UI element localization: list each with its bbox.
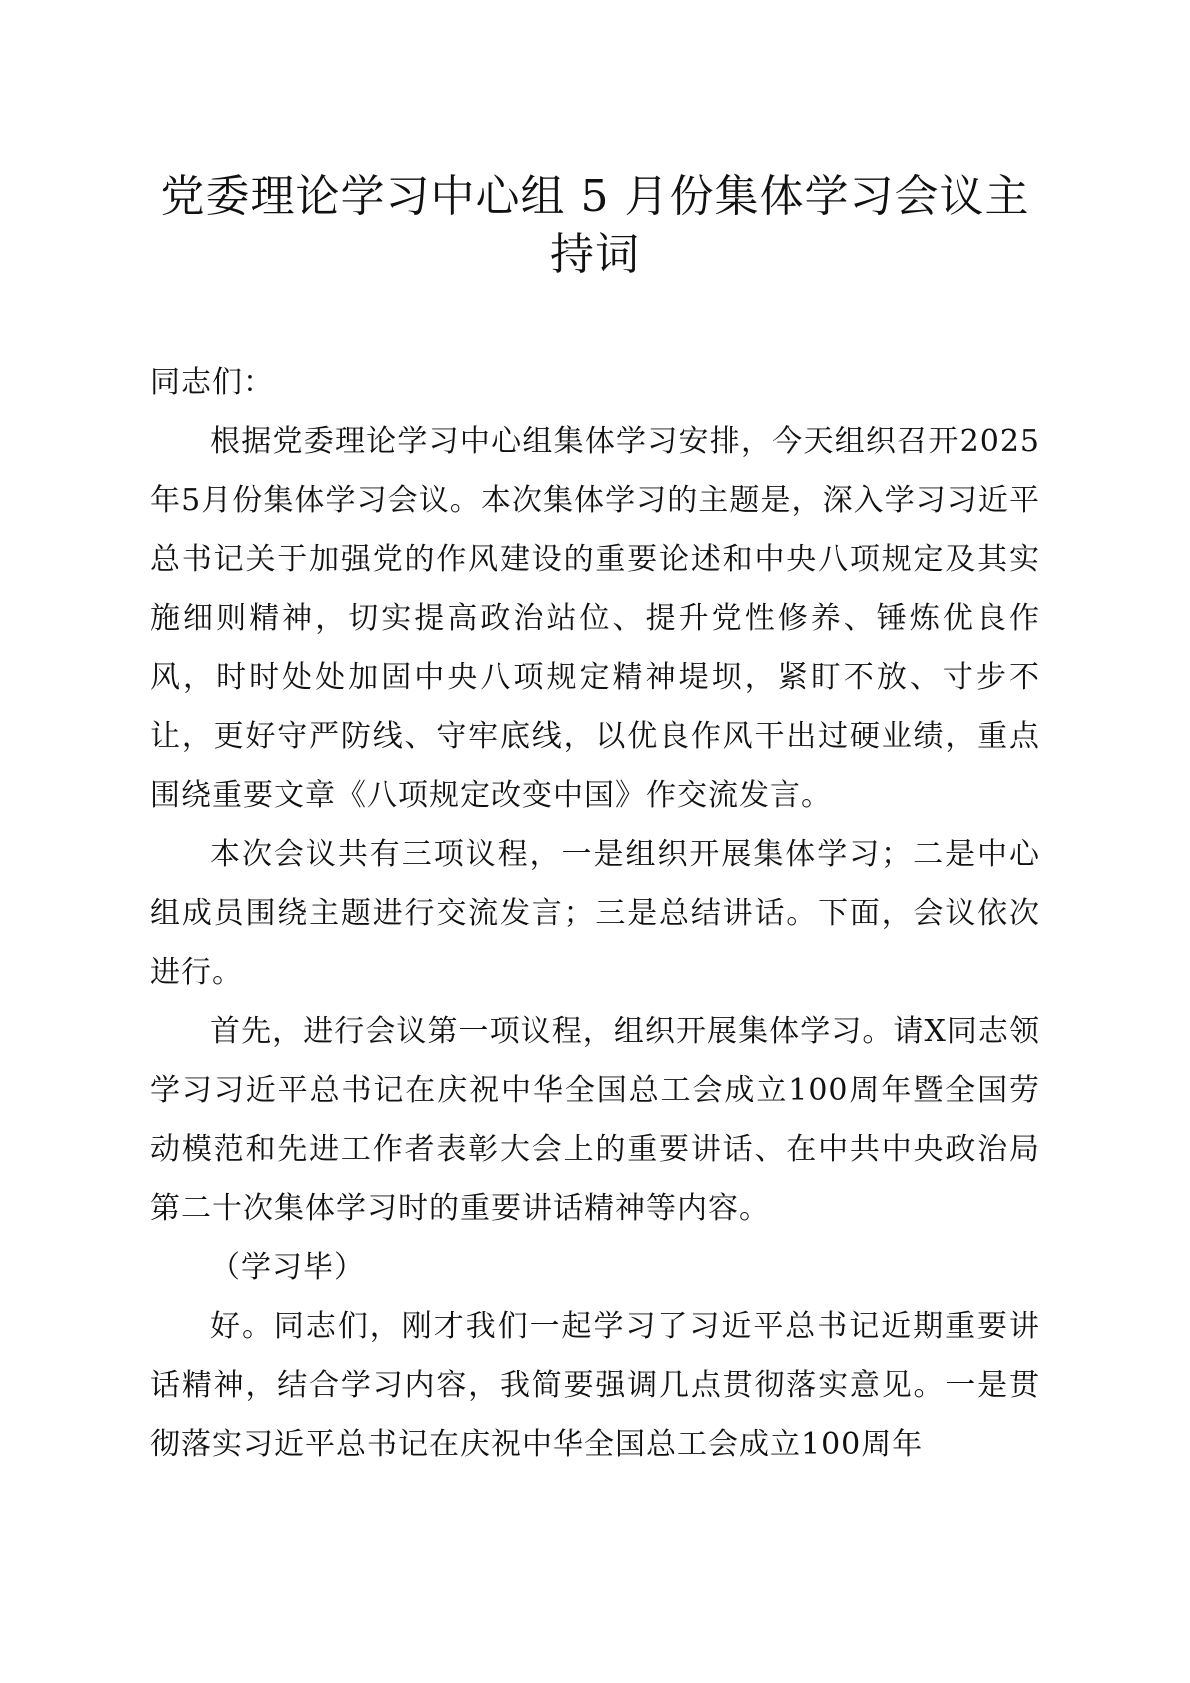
paragraph-closing: 好。同志们，刚才我们一起学习了习近平总书记近期重要讲话精神，结合学习内容，我简要强调几点贯彻落实意见。一是贯彻落实习近平总书记在庆祝中华全国总工会成立100周年 bbox=[150, 1309, 1040, 1462]
paragraph-first-item: 首先，进行会议第一项议程，组织开展集体学习。请X同志领学习习近平总书记在庆祝中华全国总工会成立100周年暨全国劳动模范和先进工作者表彰大会上的重要讲话、在中共中央政治局第二十次集体学习时的重要讲话精神等内容。 bbox=[150, 1014, 1040, 1226]
paragraph-meeting-theme: 根据党委理论学习中心组集体学习安排，今天组织召开2025年5月份集体学习会议。本次集体学习的主题是，深入学习习近平总书记关于加强党的作风建设的重要论述和中央八项规定及其实施细则精神，切实提高政治站位、提升党性修养、锤炼优良作风，时时处处加固中央八项规定精神堤坝，紧盯不放、寸步不让，更好守严防线、守牢底线，以优良作风干出过硬业绩，重点围绕重要文章《八项规定改变中国》作交流发言。 bbox=[150, 424, 1040, 813]
document-body bbox=[150, 353, 1040, 1474]
paragraph-agenda: 本次会议共有三项议程，一是组织开展集体学习；二是中心组成员围绕主题进行交流发言；三是总结讲话。下面，会议依次进行。 bbox=[150, 837, 1040, 990]
document-title: 党委理论学习中心组 5 月份集体学习会议主持词 bbox=[160, 171, 1030, 280]
study-finished-note: （学习毕） bbox=[210, 1250, 365, 1285]
salutation: 同志们： bbox=[150, 365, 274, 400]
